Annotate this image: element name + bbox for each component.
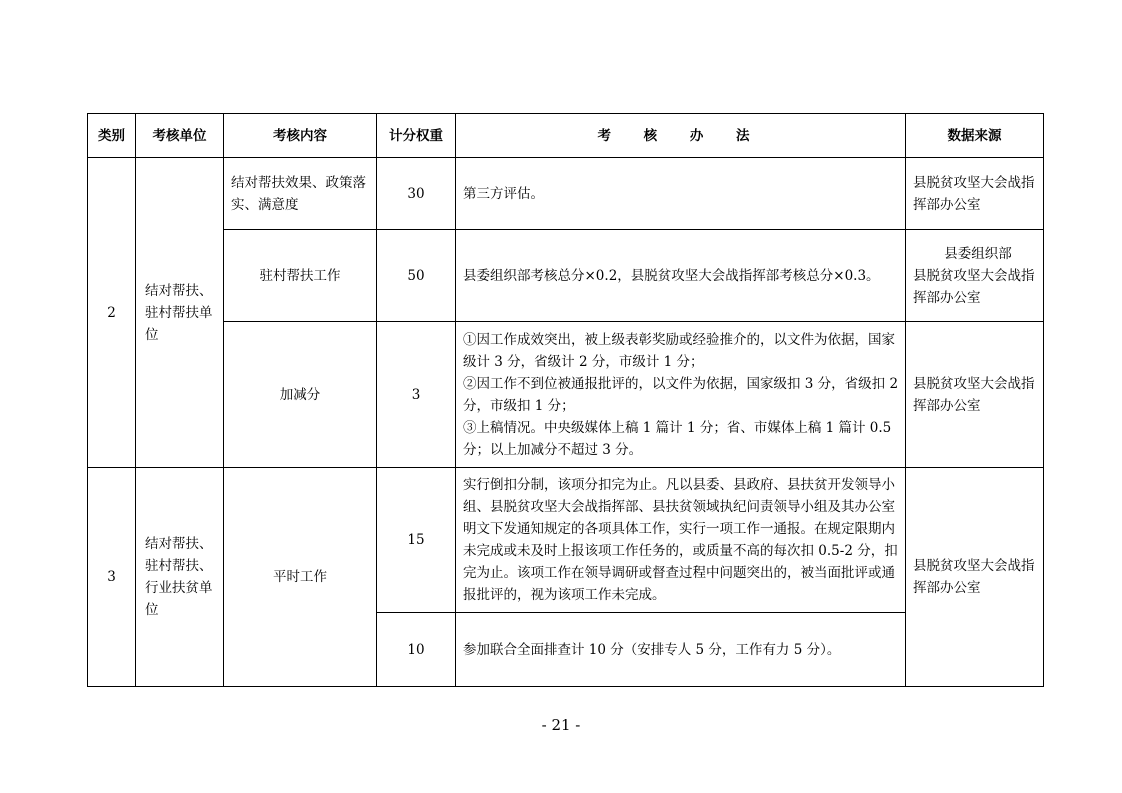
source-cell	[906, 230, 1044, 322]
header-category: 类别	[88, 114, 136, 158]
unit-cell: 结对帮扶、驻村帮扶单位	[136, 158, 224, 468]
content-cell: 平时工作	[224, 468, 377, 687]
header-method: 考 核 办 法	[456, 114, 906, 158]
source-cell: 县脱贫攻坚大会战指挥部办公室	[906, 468, 1044, 687]
source-line: 县脱贫攻坚大会战指挥部办公室	[913, 267, 1035, 306]
content-cell: 驻村帮扶工作	[224, 230, 377, 322]
content-cell: 加减分	[224, 322, 377, 468]
weight-cell: 30	[377, 158, 456, 230]
method-cell: 参加联合全面排查计 10 分（安排专人 5 分，工作有力 5 分）。	[456, 613, 906, 687]
method-cell: 第三方评估。	[456, 158, 906, 230]
method-cell: 县委组织部考核总分×0.2，县脱贫攻坚大会战指挥部考核总分×0.3。	[456, 230, 906, 322]
category-cell: 2	[88, 158, 136, 468]
category-cell: 3	[88, 468, 136, 687]
table-row	[88, 322, 1044, 468]
table-row	[88, 468, 1044, 613]
page-number: - 21 -	[541, 716, 581, 734]
header-row	[88, 114, 1044, 158]
assessment-table	[87, 113, 1044, 687]
method-line: ③上稿情况。中央级媒体上稿 1 篇计 1 分；省、市媒体上稿 1 篇计 0.5 分；以上加减分不超过 3 分。	[463, 419, 892, 458]
source-cell: 县脱贫攻坚大会战指挥部办公室	[906, 322, 1044, 468]
source-cell: 县脱贫攻坚大会战指挥部办公室	[906, 158, 1044, 230]
weight-cell: 50	[377, 230, 456, 322]
weight-cell: 3	[377, 322, 456, 468]
header-unit: 考核单位	[136, 114, 224, 158]
method-cell: 实行倒扣分制，该项分扣完为止。凡以县委、县政府、县扶贫开发领导小组、县脱贫攻坚大会战指挥部、县扶贫领域执纪问责领导小组及其办公室明文下发通知规定的各项具体工作，实行一项工作一通报。在规定限期内未完成或未及时上报该项工作任务的，或质量不高的每次扣 0.5-2 分，扣完为止。该项工作在领导调研或督查过程中问题突出的，被当面批评或通报批评的，视为该项工作未完成。	[456, 468, 906, 613]
source-line: 县委组织部	[944, 245, 1012, 262]
method-line: ①因工作成效突出，被上级表彰奖励或经验推介的，以文件为依据，国家级计 3 分，省级计 2 分，市级计 1 分；	[463, 331, 895, 370]
header-content: 考核内容	[224, 114, 377, 158]
weight-cell: 10	[377, 613, 456, 687]
weight-cell: 15	[377, 468, 456, 613]
table-row	[88, 158, 1044, 230]
method-cell	[456, 322, 906, 468]
method-line: ②因工作不到位被通报批评的，以文件为依据，国家级扣 3 分，省级扣 2 分，市级扣 1 分；	[463, 375, 899, 414]
content-cell: 结对帮扶效果、政策落实、满意度	[224, 158, 377, 230]
header-weight: 计分权重	[377, 114, 456, 158]
unit-cell: 结对帮扶、驻村帮扶、行业扶贫单位	[136, 468, 224, 687]
header-source: 数据来源	[906, 114, 1044, 158]
table-row	[88, 230, 1044, 322]
